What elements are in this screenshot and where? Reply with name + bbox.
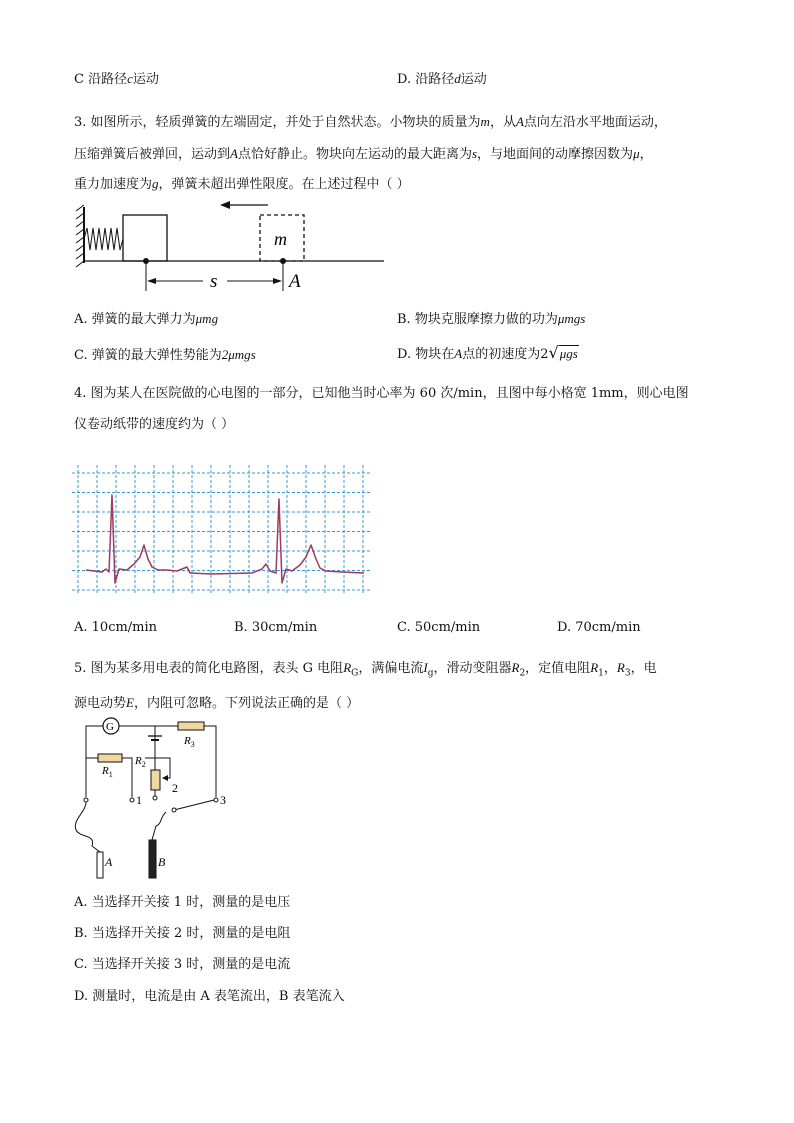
- terminal-3: [214, 798, 218, 802]
- q4-option-a: A. 10cm/min: [74, 620, 158, 635]
- q4-option-b: B. 30cm/min: [234, 620, 318, 635]
- q3-option-b: B. 物块克服摩擦力做的功为μmgs: [397, 311, 586, 327]
- q3-stem-line1: 3. 如图所示，轻质弹簧的左端固定，并处于自然状态。小物块的质量为m，从A点向左沿水平地面运动，: [74, 114, 667, 130]
- ecg-trace: [86, 495, 364, 583]
- block-mass-label: m: [274, 229, 287, 249]
- q2-option-d: D. 沿路径d运动: [397, 71, 487, 87]
- terminal-2-label: 2: [172, 781, 178, 795]
- motion-arrow: [220, 201, 268, 209]
- r1-label: $R_1$: [102, 765, 113, 779]
- galvanometer-label: G: [106, 721, 114, 733]
- wall: [76, 205, 84, 267]
- q5-stem-line2: 源电动势E，内阻可忽略。下列说法正确的是（ ）: [74, 695, 360, 711]
- q5-option-b: B. 当选择开关接 2 时，测量的是电阻: [74, 926, 291, 941]
- probe-b: [149, 840, 156, 878]
- q5-multimeter-circuit: [60, 712, 240, 882]
- q4-option-d: D. 70cm/min: [557, 620, 641, 635]
- point-a-label: A: [289, 271, 301, 292]
- q3-option-a: A. 弹簧的最大弹力为μmg: [74, 311, 219, 327]
- q5-stem-line1: 5. 图为某多用电表的简化电路图，表头 G 电阻$R_G$，满偏电流$I_g$，滑动变阻器$R_2$，定值电阻$R_1$，$R_3$，电: [74, 660, 657, 679]
- probe-a-label: A: [105, 855, 113, 869]
- q5-option-a: A. 当选择开关接 1 时，测量的是电压: [74, 895, 291, 910]
- q4-option-c: C. 50cm/min: [397, 620, 481, 635]
- resistor-r3: [178, 722, 204, 730]
- r3-label: $R_3$: [184, 735, 195, 749]
- spring: [84, 228, 123, 250]
- ecg-figure: [72, 465, 372, 595]
- q3-spring-block-figure: [70, 195, 390, 295]
- block-compressed: [123, 215, 167, 261]
- q3-option-c: C. 弹簧的最大弹性势能为2μmgs: [74, 347, 256, 363]
- resistor-r1: [98, 754, 122, 762]
- probe-b-label: B: [158, 855, 166, 869]
- q5-option-c: C. 当选择开关接 3 时，测量的是电流: [74, 957, 291, 972]
- q3-stem-line3: 重力加速度为g，弹簧未超出弹性限度。在上述过程中（ ）: [74, 176, 410, 192]
- q4-stem-line1: 4. 图为某人在医院做的心电图的一部分，已知他当时心率为 60 次/min，且图中每小格宽 1mm，则心电图: [74, 386, 689, 401]
- terminal-1: [130, 798, 134, 802]
- q2-option-c: C 沿路径c运动: [74, 71, 159, 87]
- probe-a: [97, 852, 103, 878]
- switch-pivot: [172, 808, 176, 812]
- q3-option-d: D. 物块在A点的初速度为2√μgs: [397, 343, 578, 362]
- terminal-2: [153, 796, 157, 800]
- terminal-left: [84, 798, 88, 802]
- rheostat-r2: [151, 770, 160, 790]
- q5-option-d: D. 测量时，电流是由 A 表笔流出，B 表笔流入: [74, 989, 345, 1004]
- terminal-1-label: 1: [136, 793, 142, 807]
- q3-stem-line2: 压缩弹簧后被弹回，运动到A点恰好静止。物块向左运动的最大距离为s，与地面间的动摩擦因数为μ，: [74, 146, 653, 162]
- q4-stem-line2: 仪卷动纸带的速度约为（ ）: [74, 417, 235, 432]
- terminal-3-label: 3: [220, 793, 226, 807]
- distance-label: s: [210, 271, 218, 292]
- r2-label: $R_2$: [135, 755, 146, 769]
